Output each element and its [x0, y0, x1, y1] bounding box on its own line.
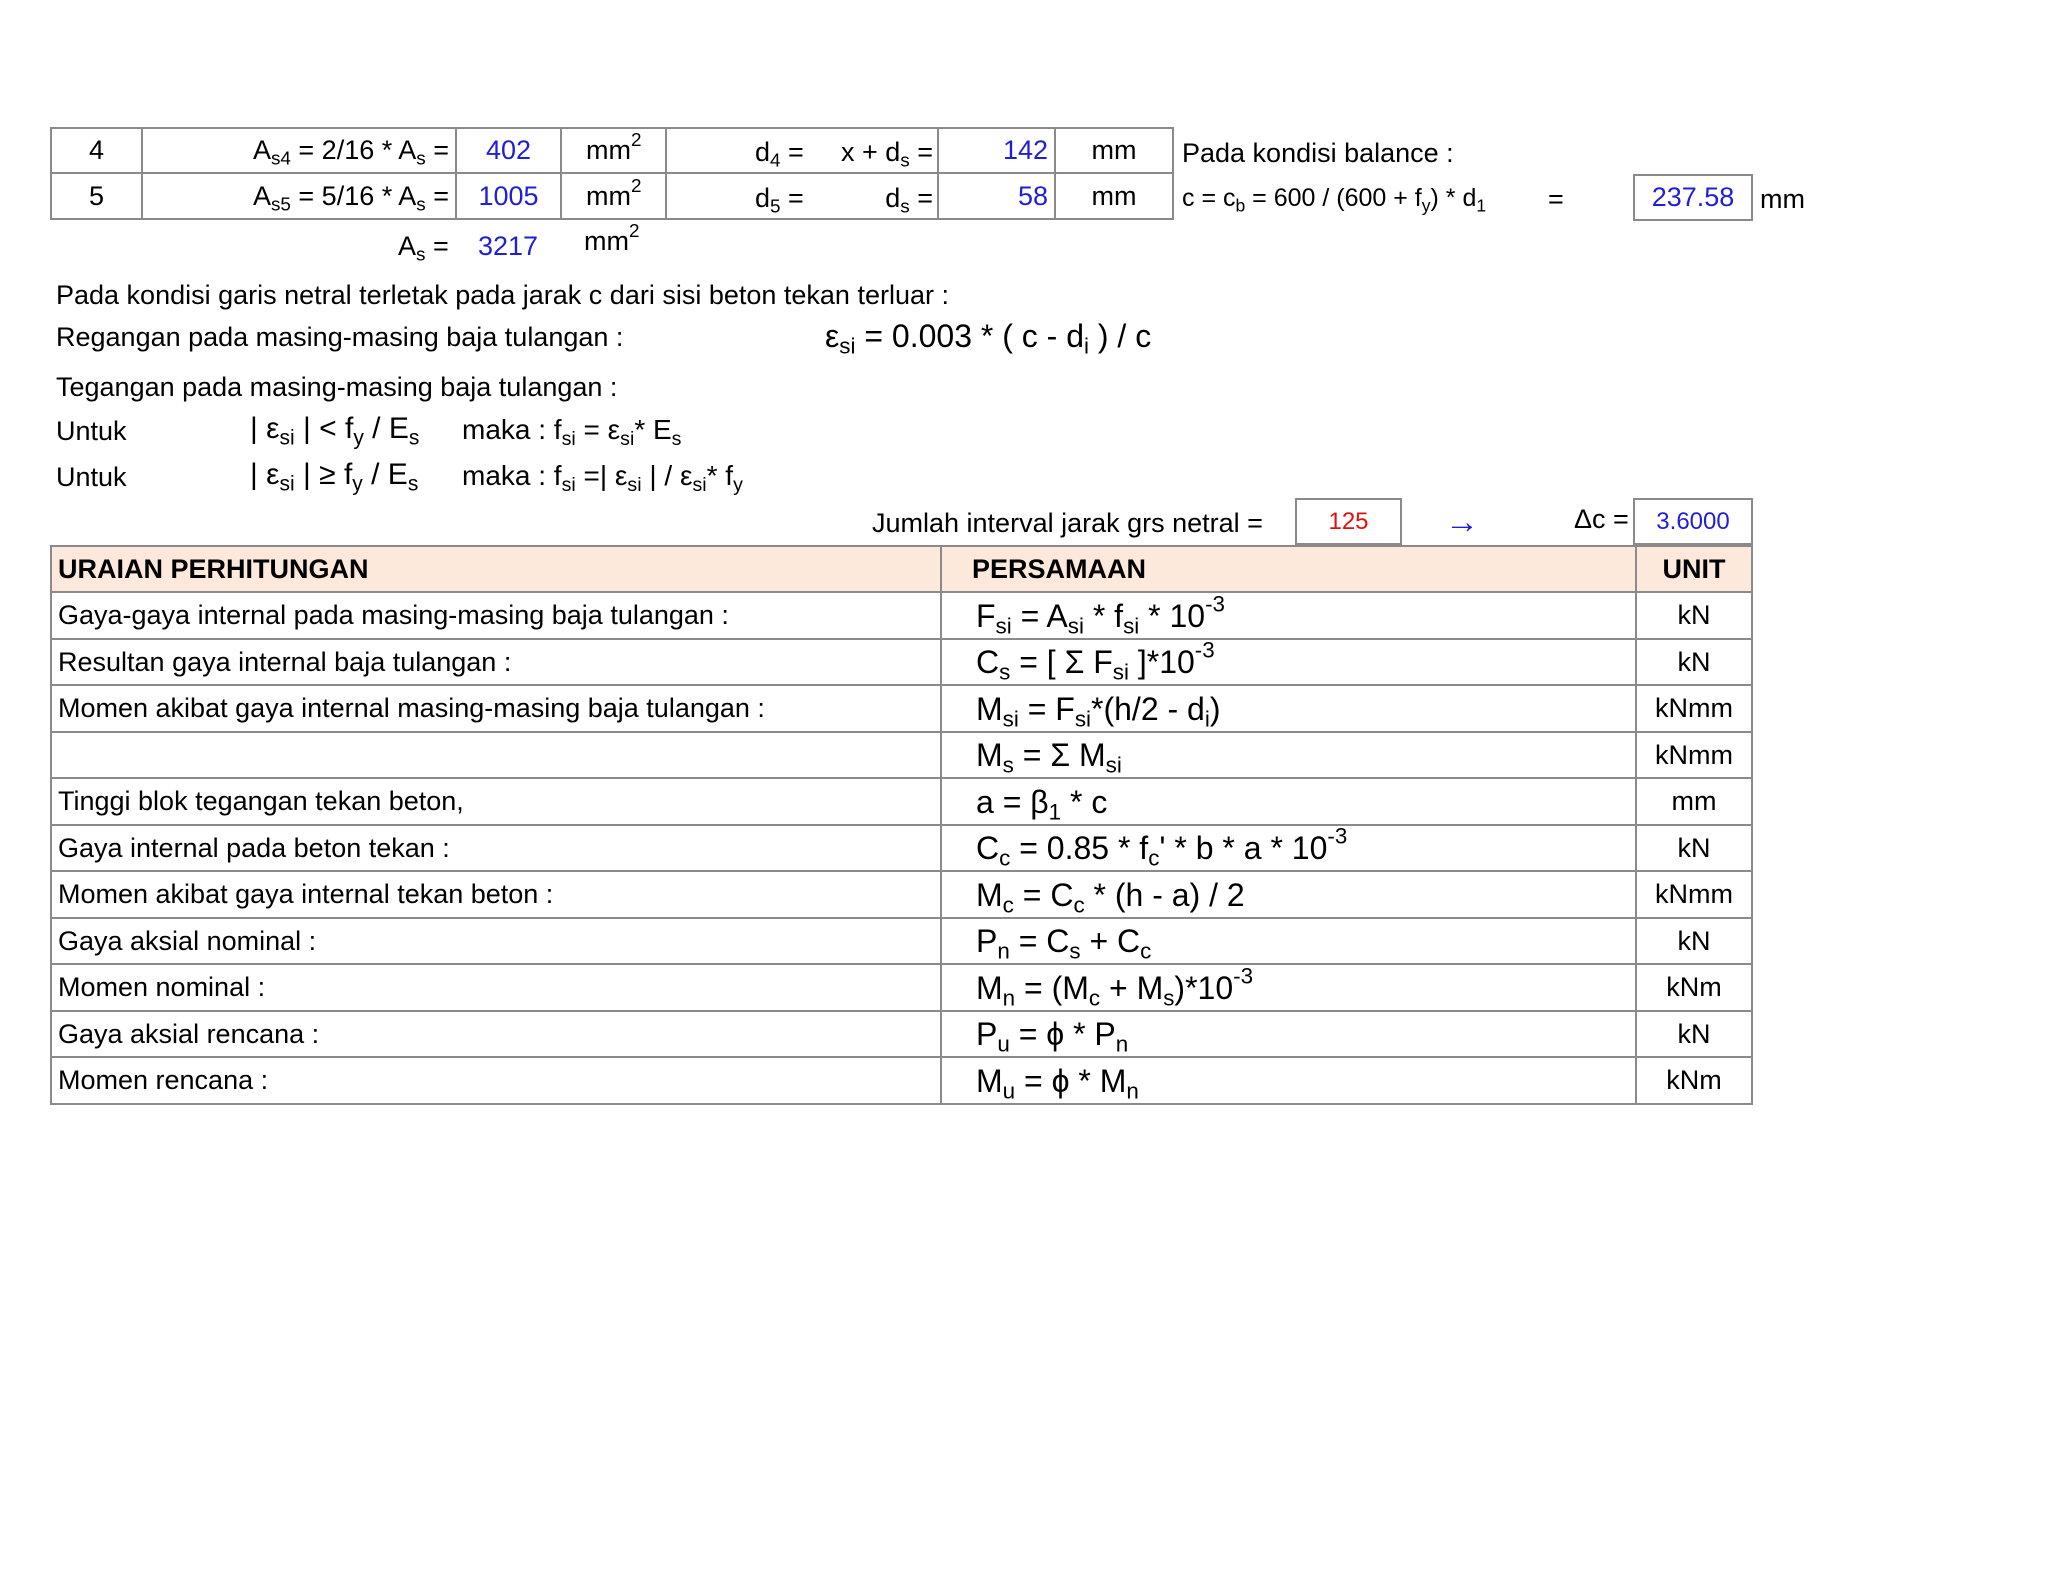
as-unit-cell: [560, 172, 667, 220]
calc-row-desc: [50, 824, 942, 872]
calc-row-desc: [50, 777, 942, 826]
unit-text: kN: [1677, 925, 1711, 956]
row-number-cell: [50, 127, 143, 174]
calc-row-unit: [1635, 1056, 1753, 1105]
equation-text: $M_{si} = F_{si}*(h/2 - d_i)$: [976, 690, 1221, 732]
row-desc-text: Momen rencana :: [58, 1065, 269, 1095]
balance-title: Pada kondisi balance :: [1182, 138, 1454, 168]
unit-text: kN: [1677, 1018, 1711, 1049]
interval-label: Jumlah interval jarak grs netral =: [872, 508, 1263, 538]
row-desc-text: Tinggi blok tegangan tekan beton,: [58, 786, 464, 816]
row-desc-text: Gaya-gaya internal pada masing-masing baja tulangan :: [58, 600, 729, 630]
header-unit: UNIT: [1635, 545, 1753, 593]
as-value-cell[interactable]: [455, 127, 562, 174]
calc-row-unit: [1635, 963, 1753, 1012]
delta-c-value: 3.6000: [1656, 507, 1730, 535]
as-unit-cell: [560, 127, 667, 174]
calc-row-unit: [1635, 731, 1753, 779]
as-value: 402: [485, 135, 532, 165]
calc-row-desc: [50, 917, 942, 965]
untuk-label-1: Untuk: [56, 416, 127, 446]
calc-row-unit: [1635, 591, 1753, 640]
calc-row-desc: [50, 638, 942, 686]
calc-row-unit: [1635, 824, 1753, 872]
arrow-right-icon: →: [1445, 503, 1479, 541]
d-unit: mm: [1091, 135, 1137, 165]
condition-2: | $\varepsilon_{si}$ | ≥ $f_y / E_s$: [250, 458, 419, 496]
row-number: 4: [88, 135, 105, 165]
delta-c-value-cell[interactable]: [1633, 498, 1753, 545]
balance-formula: $c = c_b = 600 / (600 + f_y) * d_1$: [1182, 184, 1487, 216]
row-desc-text: Momen nominal :: [58, 972, 266, 1002]
as-value: 1005: [478, 180, 539, 211]
d-unit-cell: [1054, 127, 1174, 174]
as-total-unit: $mm^2$: [584, 220, 640, 256]
equation-text: $M_c = C_c * (h - a) / 2$: [976, 876, 1245, 918]
unit-text: kN: [1677, 646, 1711, 677]
d-formula-cell: [665, 127, 939, 174]
calc-row-equation: [940, 684, 1637, 733]
calc-row-desc: [50, 1010, 942, 1058]
calc-row-unit: [1635, 777, 1753, 826]
d-unit: mm: [1091, 180, 1137, 211]
row-desc-text: Momen akibat gaya internal masing-masing baja tulangan :: [58, 693, 765, 723]
unit-text: kN: [1677, 832, 1711, 863]
unit-text: kNmm: [1655, 879, 1733, 909]
equation-text: $C_c = 0.85 * f_c' * b * a * 10^{-3}$: [976, 823, 1348, 871]
row-desc-text: Gaya aksial nominal :: [58, 925, 317, 956]
unit-text: mm: [1671, 786, 1717, 816]
equation-text: $F_{si} = A_{si} * f_{si} * 10^{-3}$: [976, 590, 1225, 639]
as-formula-cell: [141, 172, 457, 220]
as-total-label: $A_s$ =: [398, 231, 449, 266]
header-equation: PERSAMAAN: [940, 545, 1637, 593]
interval-value-cell[interactable]: [1295, 498, 1402, 545]
as-unit: $mm^2$: [586, 175, 642, 211]
calc-row-desc: [50, 731, 942, 779]
d-expr: $d_s$ =: [885, 183, 933, 218]
calc-row-equation: [940, 638, 1637, 686]
balance-unit: mm: [1760, 184, 1805, 214]
calc-row-unit: [1635, 638, 1753, 686]
d-label: $d_5$ =: [755, 183, 804, 218]
balance-value: 237.58: [1651, 182, 1735, 212]
calc-row-desc: [50, 591, 942, 640]
calc-row-equation: [940, 870, 1637, 919]
strain-text: Regangan pada masing-masing baja tulangan :: [56, 322, 624, 352]
calc-row-desc: [50, 870, 942, 919]
calc-row-equation: [940, 963, 1637, 1012]
as-total-value: 3217: [478, 231, 539, 261]
d-formula-cell: [665, 172, 939, 220]
untuk-label-2: Untuk: [56, 462, 127, 492]
calc-row-equation: [940, 591, 1637, 640]
calc-row-unit: [1635, 684, 1753, 733]
d-label: $d_4$ =: [755, 137, 804, 172]
equation-text: $a = \beta_1 * c$: [976, 783, 1108, 825]
delta-c-label: Δc =: [1574, 504, 1629, 534]
row-desc-text: Resultan gaya internal baja tulangan :: [58, 646, 512, 677]
strain-formula: $\varepsilon_{si} = 0.003$ * ( c - $d_i$ ) / c: [825, 318, 1152, 359]
equation-text: $P_n = C_s + C_c$: [976, 923, 1152, 964]
result-2: maka : $f_{si}$ =| $\varepsilon_{si}$ | / $\varepsilon_{si}*$ $f_y$: [462, 460, 743, 496]
equation-text: $M_u = \phi * M_n$: [976, 1062, 1139, 1104]
calc-row-desc: [50, 1056, 942, 1105]
d-value: 142: [1002, 135, 1048, 165]
unit-text: kN: [1677, 600, 1711, 630]
as-unit: $mm^2$: [586, 129, 642, 165]
equation-text: $M_n = (M_c + M_s)*10^{-3}$: [976, 962, 1254, 1011]
equation-text: $C_s$ = [ Σ $F_{si}$ ]$*10^{-3}$: [976, 637, 1215, 685]
row-desc-text: Gaya aksial rencana :: [58, 1018, 320, 1049]
d-value: 58: [1017, 180, 1048, 211]
as-formula-cell: [141, 127, 457, 174]
calc-row-equation: [940, 917, 1637, 965]
neutral-axis-text: Pada kondisi garis netral terletak pada jarak c dari sisi beton tekan terluar :: [56, 280, 949, 310]
interval-value: 125: [1328, 507, 1369, 535]
unit-text: kNm: [1666, 972, 1722, 1002]
result-1: maka : $f_{si} = \varepsilon_{si}*$ $E_s$: [462, 414, 682, 450]
row-desc-text: Gaya internal pada beton tekan :: [58, 832, 450, 863]
d-value-cell[interactable]: [937, 172, 1056, 220]
d-value-cell[interactable]: [937, 127, 1056, 174]
condition-1: | $\varepsilon_{si}$ | < $f_y / E_s$: [250, 412, 420, 450]
row-number-cell: [50, 172, 143, 220]
calc-row-equation: [940, 731, 1637, 779]
calc-row-equation: [940, 1056, 1637, 1105]
calc-row-equation: [940, 1010, 1637, 1058]
d-expr: $x + d_s$ =: [840, 137, 933, 172]
unit-text: kNm: [1666, 1065, 1722, 1095]
d-unit-cell: [1054, 172, 1174, 220]
header-desc: URAIAN PERHITUNGAN: [50, 545, 942, 593]
calc-row-unit: [1635, 1010, 1753, 1058]
row-desc-text: Momen akibat gaya internal tekan beton :: [58, 879, 554, 909]
row-number: 5: [88, 180, 105, 211]
as-formula: $A_{s5} = 5/16 * A_s$ =: [252, 180, 449, 216]
unit-text: kNmm: [1655, 693, 1733, 723]
calc-row-equation: [940, 777, 1637, 826]
balance-value-cell[interactable]: [1633, 174, 1753, 221]
stress-text: Tegangan pada masing-masing baja tulangan :: [56, 372, 618, 402]
calc-row-unit: [1635, 870, 1753, 919]
equation-text: $M_s = \Sigma$ $M_{si}$: [976, 737, 1122, 778]
calc-row-desc: [50, 684, 942, 733]
calc-row-equation: [940, 824, 1637, 872]
as-formula: $A_{s4} = 2/16 * A_s$ =: [252, 135, 449, 170]
balance-eq: =: [1548, 184, 1564, 214]
equation-text: $P_u = \phi * P_n$: [976, 1016, 1129, 1057]
calc-row-unit: [1635, 917, 1753, 965]
as-value-cell[interactable]: [455, 172, 562, 220]
unit-text: kNmm: [1655, 739, 1733, 770]
calc-row-desc: [50, 963, 942, 1012]
